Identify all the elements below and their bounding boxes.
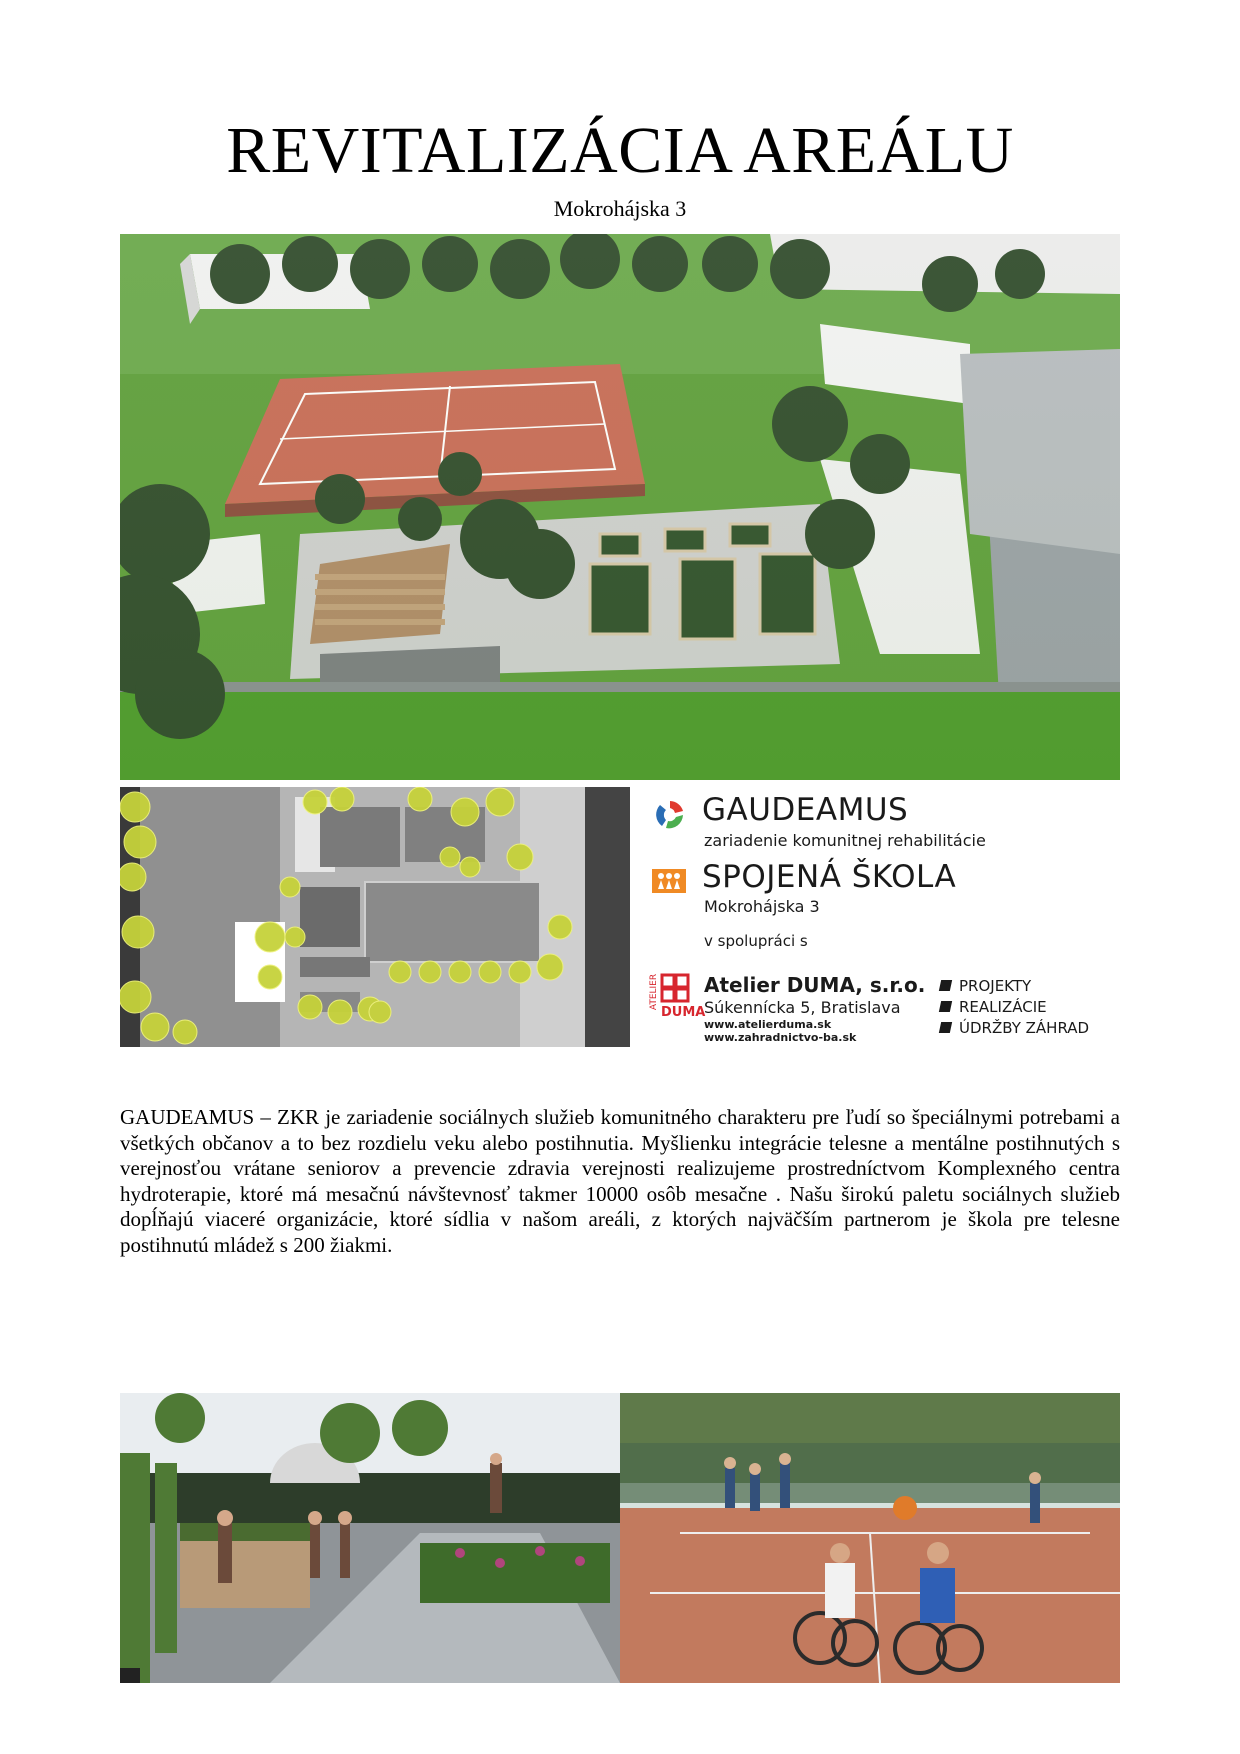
gaudeamus-logo-icon	[652, 797, 688, 833]
cooperation-text: v spolupráci s	[704, 932, 808, 950]
description-paragraph: GAUDEAMUS – ZKR je zariadenie sociálnych služieb komunitného charakteru pre ľudí so špeciálnymi potrebami a všetkých občanov a to bez rozdielu veku alebo postihnutia. Myšlienku integrácie telesne a mentálne postihnutých s verejnosťou vrátane seniorov a prevencie zdravia verejnosti realizujeme prostredníctvom Komplexného centra hydroterapie, ktoré má mesačnú návštevnosť takmer 10000 osôb mesačne . Našu širokú paletu sociálnych služieb dopĺňajú viaceré organizácie, ktoré sídlia v našom areáli, z ktorých najväčším partnerom je škola pre telesne postihnutú mládež s 200 žiakmi.	[120, 1105, 1120, 1257]
page-subtitle: Mokrohájska 3	[553, 196, 687, 221]
atelier-web-1: www.atelierduma.sk	[704, 1018, 832, 1031]
school-name: SPOJENÁ ŠKOLA	[702, 859, 957, 895]
page-title: REVITALIZÁCIA AREÁLU	[226, 114, 1014, 187]
aerial-visualization-image	[120, 234, 1120, 780]
partners-block	[650, 787, 1120, 1047]
atelier-name: Atelier DUMA, s.r.o.	[704, 973, 926, 997]
service-udrzby: ÚDRŽBY ZÁHRAD	[940, 1019, 1089, 1037]
duma-logo-vertical-text: ATELIER	[649, 973, 660, 1011]
court-visualization-image	[620, 1393, 1120, 1683]
atelier-web-2: www.zahradnictvo-ba.sk	[704, 1031, 857, 1044]
gaudeamus-name: GAUDEAMUS	[702, 792, 909, 828]
school-logo-icon	[652, 869, 686, 893]
atelier-address: Súkennícka 5, Bratislava	[704, 998, 901, 1017]
site-plan-image	[120, 787, 630, 1047]
gaudeamus-subtitle: zariadenie komunitnej rehabilitácie	[704, 831, 986, 850]
school-subtitle: Mokrohájska 3	[704, 897, 820, 916]
service-projekty: PROJEKTY	[940, 977, 1031, 995]
garden-visualization-image	[120, 1393, 620, 1683]
duma-logo-text: DUMA	[661, 1005, 706, 1020]
service-realizacie: REALIZÁCIE	[940, 998, 1047, 1016]
